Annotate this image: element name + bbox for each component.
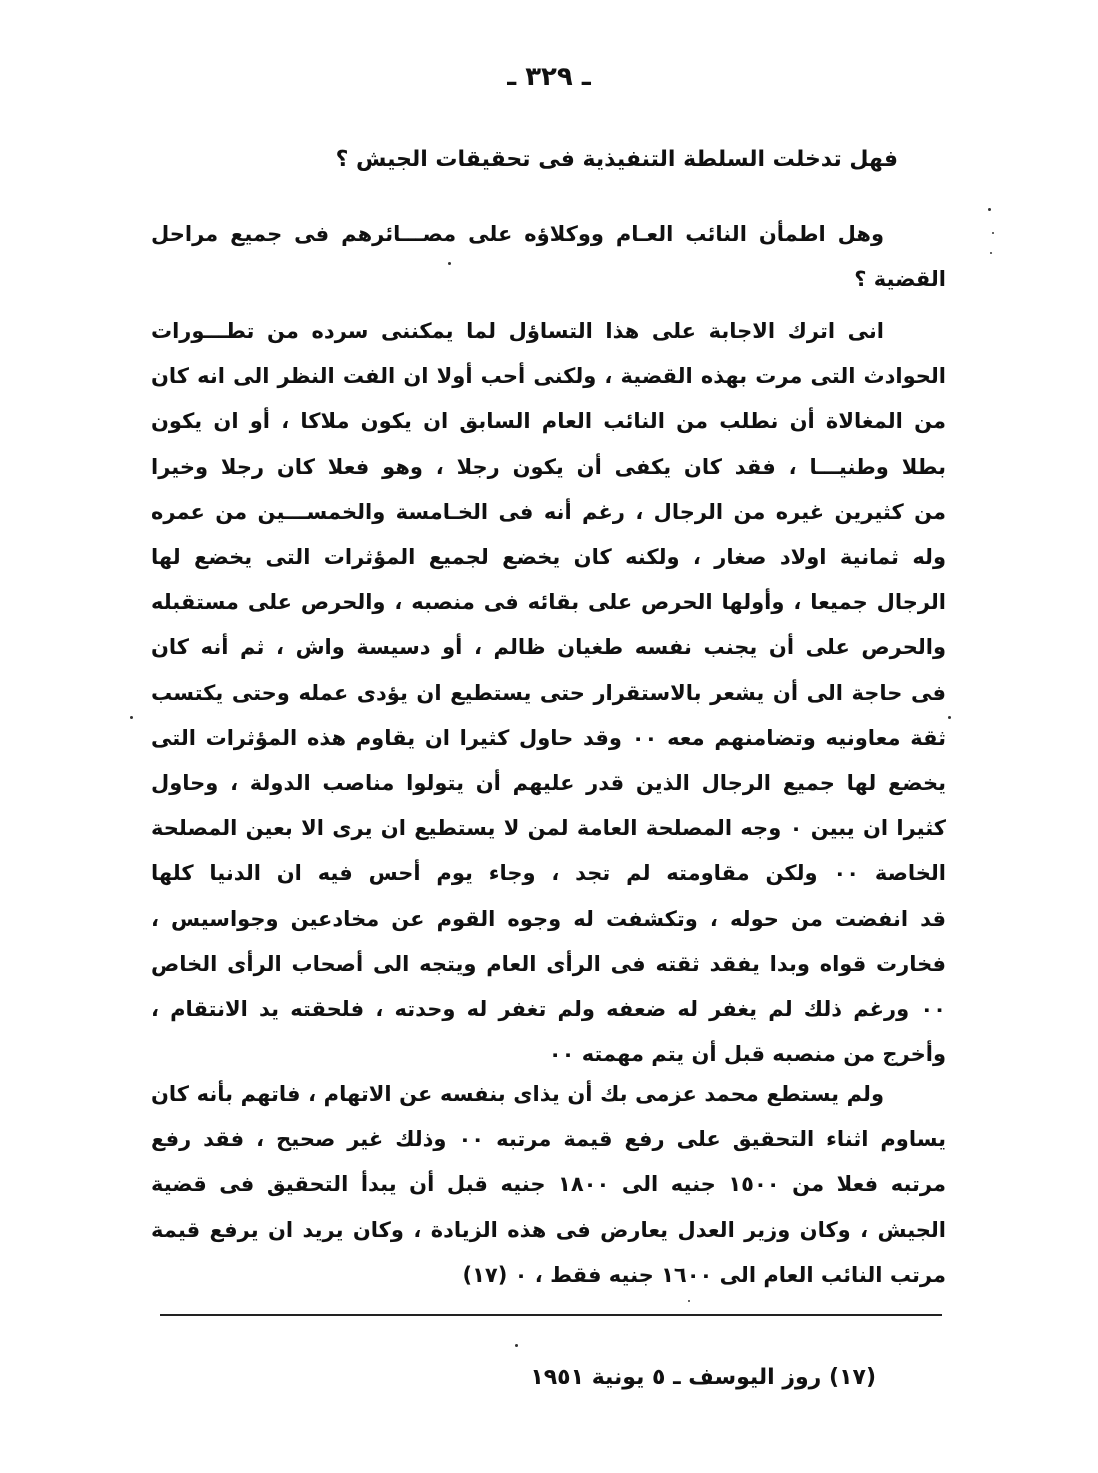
scan-speck	[992, 232, 994, 234]
paragraph-line: مرتبه فعلا من ١٥٠٠ جنيه الى ١٨٠٠ جنيه قبل أن يبدأ التحقيق فى قضية	[151, 1172, 946, 1197]
paragraph-line: مرتب النائب العام الى ١٦٠٠ جنيه فقط ، ٠ (١٧)	[462, 1262, 946, 1287]
paragraph-1	[151, 212, 946, 302]
paragraph-line: كثيرا ان يبين ٠ وجه المصلحة العامة لمن لا يستطيع ان يرى الا بعين المصلحة	[151, 816, 946, 841]
paragraph-line: وهل اطمأن النائب العـام ووكلاؤه على مصـــائرهم فى جميع مراحل	[151, 222, 884, 246]
paragraph-2	[151, 309, 946, 1077]
scan-speck	[988, 208, 991, 211]
scan-speck	[990, 252, 992, 254]
paragraph-line: من المغالاة أن نطلب من النائب العام السابق ان يكون ملاكا ، أو ان يكون	[151, 409, 946, 434]
scan-speck	[688, 1300, 690, 1302]
page-number: ـ ٣٢٩ ـ	[507, 62, 591, 92]
footnote-divider	[160, 1314, 942, 1316]
paragraph-line: وأخرج من منصبه قبل أن يتم مهمته ٠٠	[548, 1042, 946, 1067]
scan-speck	[948, 716, 951, 719]
paragraph-line: ثقة معاونيه وتضامنهم معه ٠٠ وقد حاول كثيرا ان يقاوم هذه المؤثرات التى	[151, 725, 946, 750]
paragraph-line: فخارت قواه وبدا يفقد ثقته فى الرأى العام ويتجه الى أصحاب الرأى الخاص	[151, 951, 946, 976]
paragraph-line: بطلا وطنيـــا ، فقد كان يكفى أن يكون رجلا ، وهو فعلا كان رجلا وخيرا	[151, 454, 946, 479]
footnote: (١٧) روز اليوسف ـ ٥ يونية ١٩٥١	[530, 1365, 876, 1390]
paragraph-line: القضية ؟	[854, 267, 946, 292]
scan-speck	[515, 1344, 518, 1347]
paragraph-line: يساوم اثناء التحقيق على رفع قيمة مرتبه ٠٠ وذلك غير صحيح ، فقد رفع	[151, 1127, 946, 1152]
paragraph-line: من كثيرين غيره من الرجال ، رغم أنه فى الخـامسة والخمســـين من عمره	[151, 499, 946, 524]
paragraph-line: انى اترك الاجابة على هذا التساؤل لما يمكننى سرده من تطـــورات	[151, 319, 884, 343]
paragraph-3	[151, 1072, 946, 1298]
scan-speck	[448, 262, 451, 265]
paragraph-line: الخاصة ٠٠ ولكن مقاومته لم تجد ، وجاء يوم أحس فيه ان الدنيا كلها	[151, 861, 946, 886]
section-heading: فهل تدخلت السلطة التنفيذية فى تحقيقات الجيش ؟	[335, 147, 898, 172]
paragraph-line: ٠٠ ورغم ذلك لم يغفر له ضعفه ولم تغفر له وحدته ، فلحقته يد الانتقام ،	[151, 997, 946, 1022]
paragraph-line: فى حاجة الى أن يشعر بالاستقرار حتى يستطيع ان يؤدى عمله وحتى يكتسب	[151, 680, 946, 705]
scan-speck	[130, 716, 133, 719]
paragraph-line: والحرص على أن يجنب نفسه طغيان ظالم ، أو دسيسة واش ، ثم أنه كان	[151, 635, 946, 660]
paragraph-line: قد انفضت من حوله ، وتكشفت له وجوه القوم عن مخادعين وجواسيس ،	[151, 906, 946, 931]
paragraph-line: يخضع لها جميع الرجال الذين قدر عليهم أن يتولوا مناصب الدولة ، وحاول	[151, 771, 946, 796]
paragraph-line: الحوادث التى مرت بهذه القضية ، ولكنى أحب أولا ان الفت النظر الى انه كان	[151, 364, 946, 389]
paragraph-line: الجيش ، وكان وزير العدل يعارض فى هذه الزيادة ، وكان يريد ان يرفع قيمة	[151, 1217, 946, 1242]
paragraph-line: وله ثمانية اولاد صغار ، ولكنه كان يخضع لجميع المؤثرات التى يخضع لها	[151, 545, 946, 570]
paragraph-line: ولم يستطع محمد عزمى بك أن يذاى بنفسه عن الاتهام ، فاتهم بأنه كان	[151, 1082, 884, 1106]
paragraph-line: الرجال جميعا ، وأولها الحرص على بقائه فى منصبه ، والحرص على مستقبله	[151, 590, 946, 615]
